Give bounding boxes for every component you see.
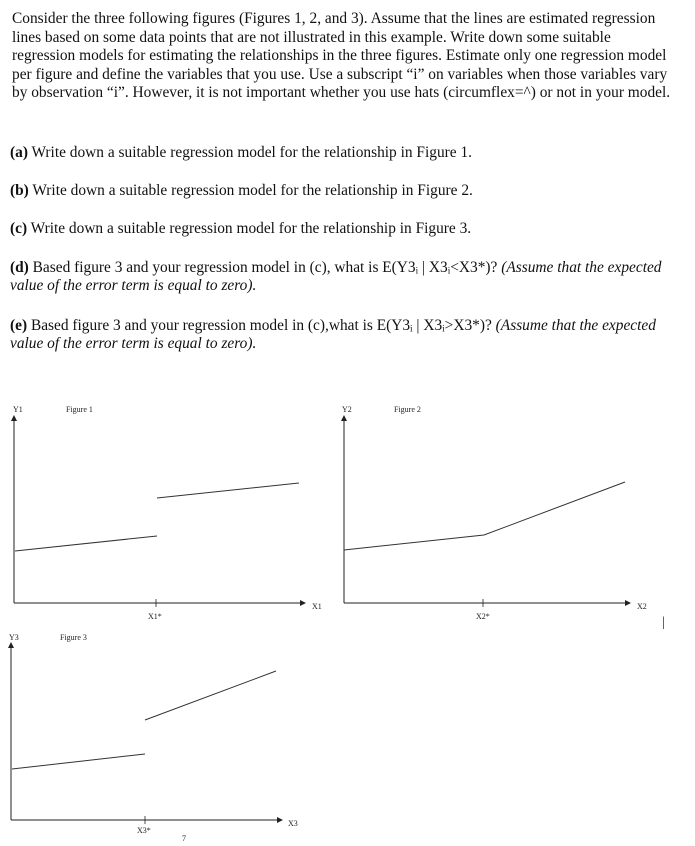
- figure-1-line-right: [157, 483, 299, 498]
- page-number: 7: [182, 834, 186, 843]
- question-c: [10, 220, 675, 238]
- figure-1-title: Figure 1: [66, 405, 93, 414]
- figure-3-x-label: X3: [288, 819, 298, 828]
- question-label: (d): [10, 259, 29, 276]
- question-text: Write down a suitable regression model for the relationship in Figure 1.: [27, 144, 472, 161]
- figure-1-y-label: Y1: [13, 405, 23, 414]
- question-text: Write down a suitable regression model for the relationship in Figure 2.: [28, 182, 473, 199]
- figure-2-kinked-line: [344, 482, 625, 550]
- figures-panel: [0, 390, 695, 846]
- figure-1-threshold-label: X1*: [148, 612, 162, 621]
- figure-3-line-right: [145, 671, 276, 720]
- question-text: Write down a suitable regression model for the relationship in Figure 3.: [27, 220, 472, 237]
- figure-2-threshold-label: X2*: [476, 612, 490, 621]
- figure-1-x-label: X1: [312, 602, 322, 611]
- figure-2-y-label: Y2: [342, 405, 352, 414]
- question-label: (b): [10, 182, 29, 199]
- question-label: (e): [10, 317, 28, 334]
- figure-3-y-label: Y3: [9, 633, 19, 642]
- figure-2: [342, 405, 647, 621]
- figure-3-title: Figure 3: [60, 633, 87, 642]
- question-d: [10, 259, 675, 295]
- figure-1: [13, 405, 322, 621]
- question-label: (a): [10, 144, 28, 161]
- question-text: Based figure 3 and your regression model in (c), what is E(Y3ᵢ | X3ᵢ<X3*)?: [28, 259, 502, 276]
- margin-mark: |: [662, 615, 665, 630]
- figure-2-title: Figure 2: [394, 405, 421, 414]
- figure-3-threshold-label: X3*: [137, 826, 151, 835]
- question-a: [10, 144, 675, 162]
- figure-3: [9, 633, 298, 835]
- question-b: [10, 182, 675, 200]
- question-note: (Assume that the expected value of the error term is equal to zero).: [10, 317, 656, 353]
- figure-3-line-left: [12, 754, 145, 769]
- question-label: (c): [10, 220, 28, 237]
- question-note: (Assume that the expected value of the error term is equal to zero).: [10, 259, 662, 295]
- intro-paragraph: Consider the three following figures (Figures 1, 2, and 3). Assume that the lines are estimated regression lines based on some data points that are not illustrated in this example. Write down some suitable regression models for estimating the relationships in the three figures. Estimate only one regression model per figure and define the variables that you use. Use a subscript “i” on variables when those variables vary by observation “i”. However, it is not important whether you use hats (circumflex=^) or not in your model.: [12, 10, 671, 102]
- question-text: Based figure 3 and your regression model in (c),what is E(Y3ᵢ | X3ᵢ>X3*)?: [27, 317, 496, 334]
- figure-1-line-left: [15, 536, 157, 551]
- question-e: [10, 317, 675, 353]
- figure-2-x-label: X2: [637, 602, 647, 611]
